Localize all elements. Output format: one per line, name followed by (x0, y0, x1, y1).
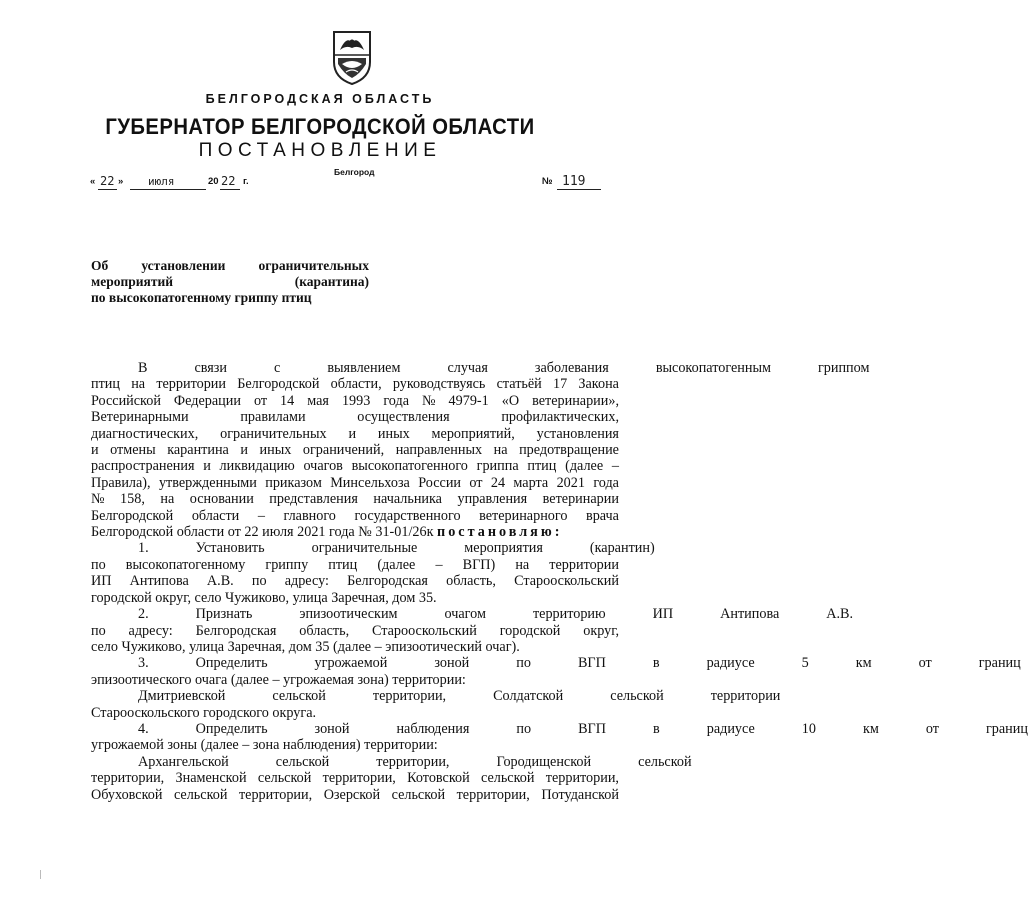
date-open-quote: « (90, 176, 96, 187)
paragraph-intro: В связи с выявлением случая заболевания высокопатогенным гриппом птиц на территории Белгородской области, руководствуясь статьёй 17 Закона Российской Федерации от 14 мая 1993 года № 4979-1 «О ветеринарии», Ветеринарными правилами осуществления профилактических, диагностических, ограничительных и иных мероприятий, установления и отмены карантина и иных ограничений, направленных на предотвращение распространения и ликвидацию очагов высокопатогенного гриппа птиц (далее – Правила), утвержденными приказом Минсельхоза России от 24 марта 2021 года № 158, на основании представления начальника управления ветеринарии Белгородской области – главного государственного ветеринарного врача Белгородской области от 22 июля 2021 года № 31-01/26к постановляю: (91, 360, 870, 541)
date-year-underline (220, 189, 240, 190)
number-underline (557, 189, 601, 190)
item-2: 2. Признать эпизоотическим очагом территорию ИП Антипова А.В. по адресу: Белгородская область, Старооскольский городской округ, село Чужиково, улица Заречная, дом 35 (далее – эпизоотический очаг). (91, 606, 854, 655)
coat-of-arms-icon (330, 28, 374, 86)
date-day: 22 (100, 174, 115, 188)
decree-date (90, 174, 270, 192)
date-close-quote: » (118, 176, 124, 187)
document-body (91, 360, 1028, 803)
item-4-list: Архангельской сельской территории, Городищенской сельской территории, Знаменской сельской территории, Котовской сельской территории, Обуховской сельской территории, Озерской сельской территории, Потуданской (91, 753, 692, 803)
city-name: Белгород (334, 167, 375, 177)
scan-mark (40, 870, 41, 879)
document-title (91, 258, 369, 306)
title-line-2: мероприятий (карантина) (91, 274, 369, 289)
date-day-underline (98, 189, 117, 190)
item-3-list: Дмитриевской сельской территории, Солдатской сельской территории Старооскольского городского округа. (91, 688, 781, 721)
date-month-underline (130, 189, 206, 190)
region-name: БЕЛГОРОДСКАЯ ОБЛАСТЬ (205, 92, 435, 106)
decree-type: ПОСТАНОВЛЕНИЕ (198, 140, 442, 161)
resolve-word: постановляю: (437, 524, 563, 541)
title-line-3: по высокопатогенному гриппу птиц (91, 290, 312, 305)
decree-number (537, 174, 617, 192)
number-prefix: № (542, 176, 553, 187)
number-value: 119 (562, 174, 586, 189)
date-month: июля (148, 175, 175, 188)
item-1: 1. Установить ограничительные мероприятия (карантин) по высокопатогенному гриппу птиц (далее – ВГП) на территории ИП Антипова А.В. по адресу: Белгородская область, Старооскольский городской округ, село Чужиково, улица Заречная, дом 35. (91, 540, 655, 606)
item-3: 3. Определить угрожаемой зоной по ВГП в радиусе 5 км от границ эпизоотического очага (далее – угрожаемая зона) территории: (91, 655, 1021, 688)
date-year-suffix: 22 (221, 174, 236, 188)
title-line-1: Об установлении ограничительных (91, 258, 369, 273)
item-4: 4. Определить зоной наблюдения по ВГП в радиусе 10 км от границ угрожаемой зоны (далее – зона наблюдения) территории: (91, 720, 1028, 754)
governor-heading: ГУБЕРНАТОР БЕЛГОРОДСКОЙ ОБЛАСТИ (105, 114, 535, 139)
date-year-unit: г. (243, 176, 249, 187)
date-year-prefix: 20 (208, 176, 219, 187)
